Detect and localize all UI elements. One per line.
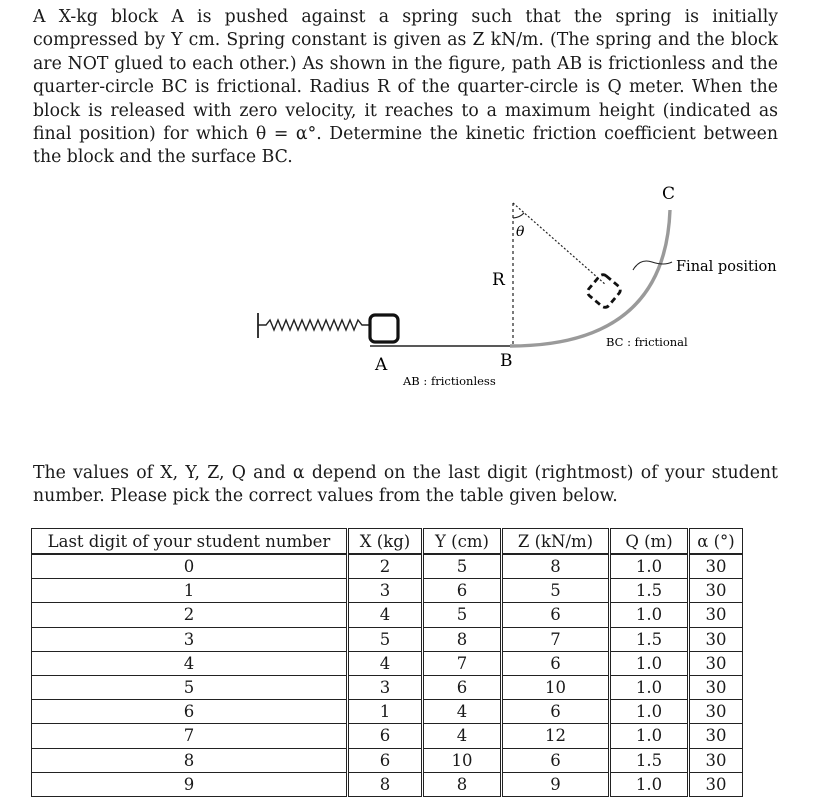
- cell-y: 7: [423, 651, 502, 675]
- table-row: [32, 554, 743, 579]
- cell-x: 6: [348, 748, 423, 772]
- cell-z: 7: [502, 627, 610, 651]
- cell-last-digit: 4: [32, 651, 348, 675]
- cell-last-digit: 8: [32, 748, 348, 772]
- label-b: B: [500, 351, 513, 371]
- label-a: A: [375, 355, 388, 375]
- cell-z: 10: [502, 675, 610, 699]
- table-row: [32, 748, 743, 772]
- cell-q: 1.0: [610, 603, 689, 627]
- cell-alpha: 30: [689, 675, 743, 699]
- cell-last-digit: 6: [32, 700, 348, 724]
- cell-q: 1.0: [610, 724, 689, 748]
- header-x: X (kg): [348, 529, 423, 555]
- cell-z: 6: [502, 700, 610, 724]
- table-row: [32, 627, 743, 651]
- cell-x: 8: [348, 772, 423, 796]
- problem-figure: [0, 170, 818, 400]
- cell-y: 4: [423, 724, 502, 748]
- cell-x: 3: [348, 675, 423, 699]
- label-ab-frictionless: AB : frictionless: [403, 374, 496, 388]
- table-row: [32, 651, 743, 675]
- cell-alpha: 30: [689, 579, 743, 603]
- label-final-position: Final position: [676, 259, 777, 275]
- cell-x: 6: [348, 724, 423, 748]
- cell-y: 6: [423, 579, 502, 603]
- cell-last-digit: 5: [32, 675, 348, 699]
- cell-z: 6: [502, 748, 610, 772]
- cell-q: 1.0: [610, 675, 689, 699]
- cell-alpha: 30: [689, 603, 743, 627]
- header-alpha: α (°): [689, 529, 743, 555]
- cell-alpha: 30: [689, 700, 743, 724]
- cell-y: 5: [423, 554, 502, 579]
- cell-q: 1.0: [610, 772, 689, 796]
- cell-z: 5: [502, 579, 610, 603]
- cell-y: 6: [423, 675, 502, 699]
- block-a: [370, 315, 398, 342]
- cell-z: 9: [502, 772, 610, 796]
- cell-y: 8: [423, 772, 502, 796]
- cell-x: 2: [348, 554, 423, 579]
- table-row: [32, 603, 743, 627]
- quarter-circle-bc: [510, 210, 670, 346]
- cell-z: 6: [502, 603, 610, 627]
- block-final-position: [586, 273, 623, 310]
- angle-line: [513, 203, 606, 285]
- cell-y: 4: [423, 700, 502, 724]
- cell-alpha: 30: [689, 651, 743, 675]
- cell-alpha: 30: [689, 554, 743, 579]
- cell-q: 1.0: [610, 651, 689, 675]
- header-y: Y (cm): [423, 529, 502, 555]
- cell-q: 1.5: [610, 748, 689, 772]
- label-theta: θ: [516, 224, 525, 240]
- header-q: Q (m): [610, 529, 689, 555]
- cell-alpha: 30: [689, 748, 743, 772]
- cell-alpha: 30: [689, 772, 743, 796]
- cell-last-digit: 9: [32, 772, 348, 796]
- cell-x: 3: [348, 579, 423, 603]
- table-row: [32, 579, 743, 603]
- cell-y: 10: [423, 748, 502, 772]
- header-z: Z (kN/m): [502, 529, 610, 555]
- cell-x: 4: [348, 603, 423, 627]
- cell-x: 4: [348, 651, 423, 675]
- label-r: R: [492, 270, 505, 290]
- instructions: The values of X, Y, Z, Q and α depend on the last digit (rightmost) of your student number. Please pick the correct values from the table given below.: [33, 463, 778, 507]
- cell-last-digit: 1: [32, 579, 348, 603]
- table-row: [32, 724, 743, 748]
- cell-z: 12: [502, 724, 610, 748]
- spring: [258, 320, 370, 330]
- cell-last-digit: 3: [32, 627, 348, 651]
- cell-last-digit: 7: [32, 724, 348, 748]
- values-table: [31, 528, 743, 797]
- cell-q: 1.0: [610, 554, 689, 579]
- table-row: [32, 772, 743, 796]
- cell-q: 1.5: [610, 579, 689, 603]
- cell-alpha: 30: [689, 724, 743, 748]
- theta-arc: [513, 213, 524, 218]
- header-last-digit: Last digit of your student number: [32, 529, 348, 555]
- cell-q: 1.5: [610, 627, 689, 651]
- cell-y: 8: [423, 627, 502, 651]
- cell-z: 8: [502, 554, 610, 579]
- cell-last-digit: 0: [32, 554, 348, 579]
- problem-statement: A X-kg block A is pushed against a spring such that the spring is initially compressed by Y cm. Spring constant is given as Z kN/m. (The spring and the block are NOT glued to each other.) As shown in the figure, path AB is frictionless and the quarter-circle BC is frictional. Radius R of the quarter-circle is Q meter. When the block is released with zero velocity, it reaches to a maximum height (indicated as final position) for which θ = α°. Determine the kinetic friction coefficient between the block and the surface BC.: [33, 7, 778, 168]
- cell-alpha: 30: [689, 627, 743, 651]
- cell-x: 5: [348, 627, 423, 651]
- cell-z: 6: [502, 651, 610, 675]
- label-bc-frictional: BC : frictional: [606, 335, 688, 349]
- final-position-pointer: [633, 261, 672, 270]
- table-header-row: [32, 529, 743, 555]
- cell-q: 1.0: [610, 700, 689, 724]
- cell-last-digit: 2: [32, 603, 348, 627]
- table-row: [32, 675, 743, 699]
- table-row: [32, 700, 743, 724]
- label-c: C: [662, 184, 676, 204]
- cell-y: 5: [423, 603, 502, 627]
- cell-x: 1: [348, 700, 423, 724]
